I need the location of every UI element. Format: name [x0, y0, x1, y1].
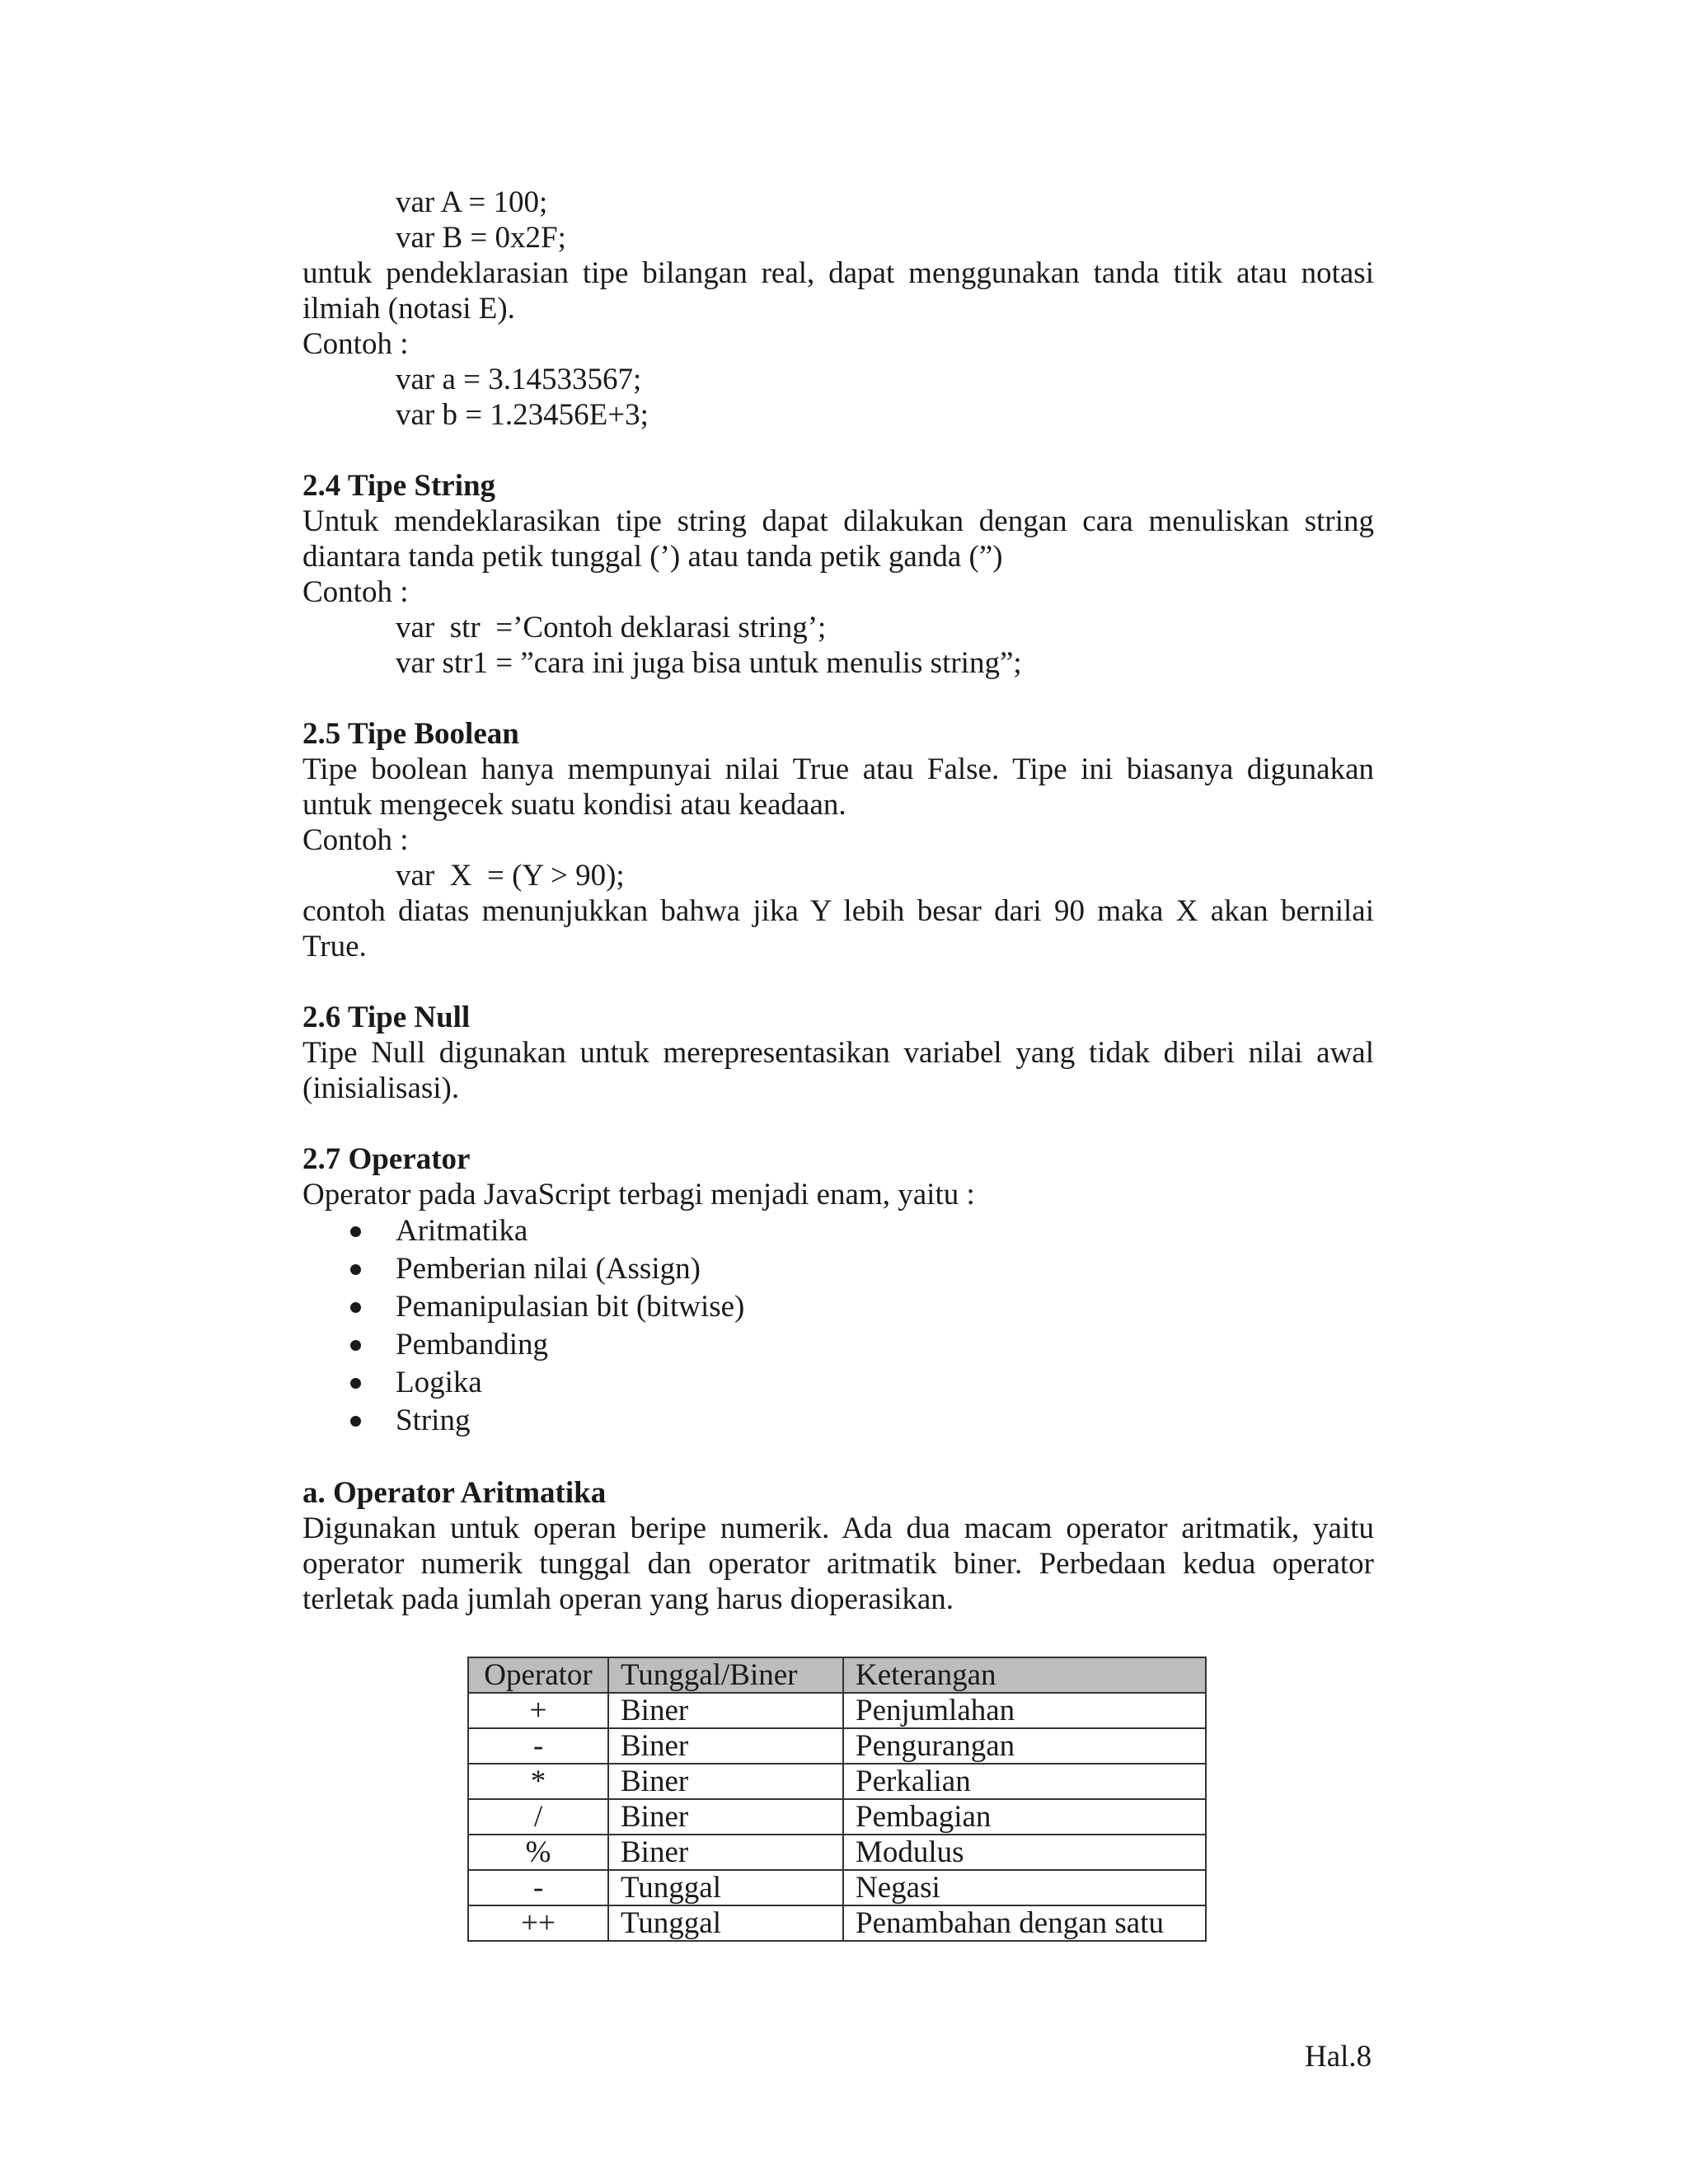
description-cell: Perkalian	[843, 1764, 1206, 1799]
description-cell: Pembagian	[843, 1799, 1206, 1835]
paragraph-line: Tipe Null digunakan untuk merepresentasikan variabel yang tidak diberi nilai awal	[302, 1036, 1374, 1070]
section-heading-null: 2.6 Tipe Null	[302, 1001, 471, 1034]
paragraph-line: Tipe boolean hanya mempunyai nilai True atau False. Tipe ini biasanya digunakan	[302, 752, 1374, 786]
code-line: var X = (Y > 90);	[396, 859, 625, 893]
paragraph-line: operator numerik tunggal dan operator aritmatik biner. Perbedaan kedua operator	[302, 1547, 1374, 1581]
code-line: var str =’Contoh deklarasi string’;	[396, 611, 827, 644]
type-cell: Biner	[608, 1835, 843, 1870]
code-line: var str1 = ”cara ini juga bisa untuk menulis string”;	[396, 646, 1022, 680]
column-header-description: Keterangan	[843, 1657, 1206, 1693]
list-item	[302, 1250, 1374, 1288]
paragraph-line: ilmiah (notasi E).	[302, 292, 515, 326]
code-line: var B = 0x2F;	[396, 221, 566, 255]
list-item-label: Pembanding	[396, 1328, 548, 1361]
list-item-label: Pemberian nilai (Assign)	[396, 1252, 701, 1286]
table-row	[468, 1728, 1206, 1764]
description-cell: Penambahan dengan satu	[843, 1905, 1206, 1941]
list-item-label: String	[396, 1404, 471, 1437]
bullet-icon	[350, 1340, 361, 1351]
paragraph-line: diantara tanda petik tunggal (’) atau tanda petik ganda (”)	[302, 540, 1003, 574]
code-line: var b = 1.23456E+3;	[396, 398, 649, 432]
operator-cell: -	[468, 1728, 608, 1764]
paragraph-line: Digunakan untuk operan beripe numerik. Ada dua macam operator aritmatik, yaitu	[302, 1511, 1374, 1545]
section-heading-string: 2.4 Tipe String	[302, 469, 496, 503]
code-line: var a = 3.14533567;	[396, 363, 642, 396]
list-item	[302, 1326, 1374, 1364]
section-heading-operator: 2.7 Operator	[302, 1142, 471, 1176]
bullet-icon	[350, 1226, 361, 1237]
type-cell: Biner	[608, 1728, 843, 1764]
operator-table	[467, 1657, 1207, 1942]
table-header-row	[468, 1657, 1206, 1693]
column-header-type: Tunggal/Biner	[608, 1657, 843, 1693]
paragraph-line: (inisialisasi).	[302, 1071, 460, 1105]
bullet-icon	[350, 1378, 361, 1389]
list-item-label: Logika	[396, 1366, 482, 1399]
section-heading-aritmatika: a. Operator Aritmatika	[302, 1476, 607, 1510]
table-row	[468, 1870, 1206, 1905]
operator-cell: *	[468, 1764, 608, 1799]
contoh-label: Contoh :	[302, 327, 409, 361]
type-cell: Tunggal	[608, 1905, 843, 1941]
paragraph-line: contoh diatas menunjukkan bahwa jika Y lebih besar dari 90 maka X akan bernilai	[302, 894, 1374, 928]
section-heading-boolean: 2.5 Tipe Boolean	[302, 717, 519, 751]
column-header-operator: Operator	[468, 1657, 608, 1693]
paragraph-line: untuk pendeklarasian tipe bilangan real, dapat menggunakan tanda titik atau notasi	[302, 256, 1374, 290]
description-cell: Pengurangan	[843, 1728, 1206, 1764]
bullet-icon	[350, 1416, 361, 1427]
bullet-icon	[350, 1302, 361, 1313]
list-item-label: Pemanipulasian bit (bitwise)	[396, 1290, 745, 1324]
paragraph-line: Untuk mendeklarasikan tipe string dapat dilakukan dengan cara menuliskan string	[302, 504, 1374, 538]
table-row	[468, 1693, 1206, 1728]
list-item	[302, 1364, 1374, 1402]
page-number: Hal.8	[1305, 2040, 1372, 2074]
operator-cell: +	[468, 1693, 608, 1728]
table-row	[468, 1764, 1206, 1799]
operator-cell: /	[468, 1799, 608, 1835]
table-row	[468, 1835, 1206, 1870]
paragraph-line: True.	[302, 930, 367, 963]
description-cell: Negasi	[843, 1870, 1206, 1905]
paragraph-line: Operator pada JavaScript terbagi menjadi enam, yaitu :	[302, 1178, 975, 1212]
operator-cell: -	[468, 1870, 608, 1905]
operator-cell: %	[468, 1835, 608, 1870]
code-line: var A = 100;	[396, 185, 548, 219]
type-cell: Biner	[608, 1764, 843, 1799]
description-cell: Penjumlahan	[843, 1693, 1206, 1728]
operator-list	[302, 1212, 1374, 1440]
operator-cell: ++	[468, 1905, 608, 1941]
list-item	[302, 1212, 1374, 1250]
table-row	[468, 1799, 1206, 1835]
list-item	[302, 1288, 1374, 1326]
type-cell: Biner	[608, 1693, 843, 1728]
contoh-label: Contoh :	[302, 575, 409, 609]
contoh-label: Contoh :	[302, 823, 409, 857]
list-item	[302, 1402, 1374, 1440]
type-cell: Tunggal	[608, 1870, 843, 1905]
description-cell: Modulus	[843, 1835, 1206, 1870]
bullet-icon	[350, 1264, 361, 1275]
page-content	[302, 185, 1374, 1617]
table-row	[468, 1905, 1206, 1941]
paragraph-line: terletak pada jumlah operan yang harus dioperasikan.	[302, 1582, 954, 1616]
type-cell: Biner	[608, 1799, 843, 1835]
paragraph-line: untuk mengecek suatu kondisi atau keadaan.	[302, 788, 846, 822]
list-item-label: Aritmatika	[396, 1214, 528, 1248]
